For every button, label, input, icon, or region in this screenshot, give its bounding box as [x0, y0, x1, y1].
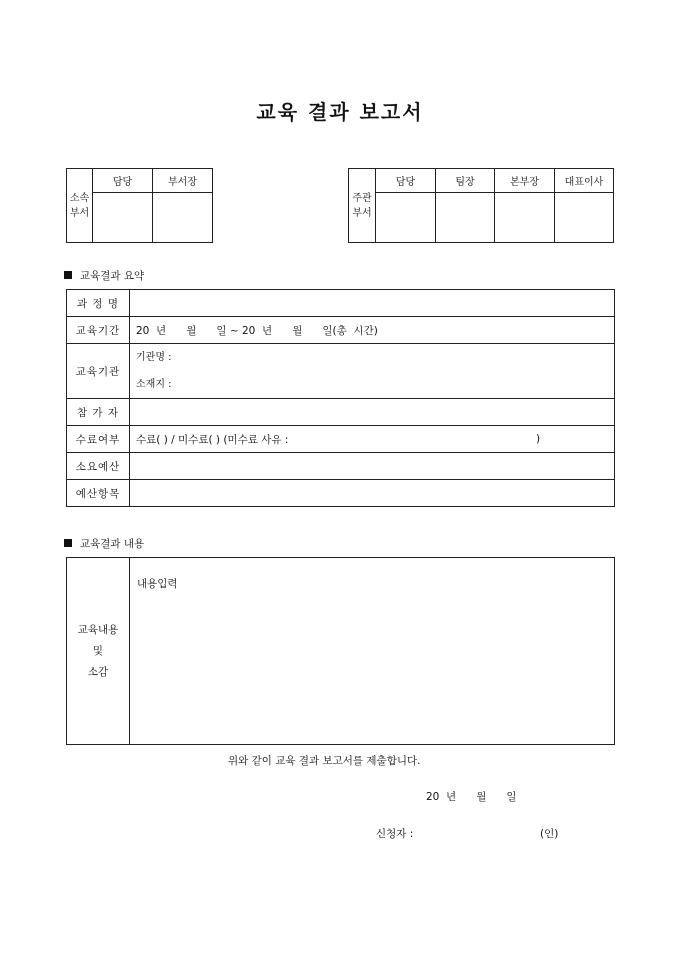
right-approval-header-ceo: 대표이사 — [555, 169, 614, 193]
institution-address-line — [130, 371, 614, 398]
institution-row — [67, 344, 615, 399]
left-approval-row-label — [67, 169, 93, 243]
completion-row — [67, 426, 615, 453]
content-label-line2: 및 — [92, 644, 104, 657]
submission-date[interactable]: 20 년 월 일 — [426, 791, 517, 803]
left-approval-header-manager: 부서장 — [153, 169, 213, 193]
right-approval-header-team-leader: 팀장 — [436, 169, 495, 193]
right-approval-sign-division-head[interactable] — [495, 193, 555, 243]
period-label: 교육기간 — [67, 317, 130, 344]
budget-label: 소요예산 — [67, 453, 130, 480]
left-approval-sign-manager[interactable] — [153, 193, 213, 243]
period-value-field[interactable] — [130, 317, 615, 344]
content-value-field[interactable] — [130, 558, 615, 745]
left-approval-label-line2: 부서 — [69, 207, 90, 219]
course-value-field[interactable] — [130, 290, 615, 317]
budget-item-value-field[interactable] — [130, 480, 615, 507]
summary-section-heading — [64, 268, 144, 283]
document-title: 교육 결과 보고서 — [256, 100, 424, 124]
applicant-label: 신청자 : — [376, 828, 414, 840]
budget-item-label: 예산항목 — [67, 480, 130, 507]
course-label: 과 정 명 — [67, 290, 130, 317]
content-label-line1: 교육내용 — [77, 623, 119, 636]
institution-address-label: 소재지 : — [136, 379, 172, 390]
period-row — [67, 317, 615, 344]
content-value: 내용입력 — [137, 578, 178, 590]
left-approval-header-staff: 담당 — [93, 169, 153, 193]
right-approval-label-line2: 부서 — [352, 207, 372, 219]
right-approval-sign-team-leader[interactable] — [436, 193, 495, 243]
right-approval-sign-ceo[interactable] — [555, 193, 614, 243]
right-approval-label-line1: 주관 — [352, 192, 372, 204]
summary-heading-text: 교육결과 요약 — [80, 270, 145, 282]
participants-value-field[interactable] — [130, 399, 615, 426]
participants-row — [67, 399, 615, 426]
left-approval-sign-staff[interactable] — [93, 193, 153, 243]
submission-statement: 위와 같이 교육 결과 보고서를 제출합니다. — [228, 755, 421, 767]
budget-row — [67, 453, 615, 480]
budget-item-row — [67, 480, 615, 507]
applicant-name-field[interactable] — [428, 824, 528, 840]
right-approval-row-label — [349, 169, 376, 243]
participants-label: 참 가 자 — [67, 399, 130, 426]
square-bullet-icon — [64, 271, 72, 279]
summary-table — [66, 289, 615, 507]
completion-close-paren: ) — [536, 433, 541, 445]
completion-label: 수료여부 — [67, 426, 130, 453]
left-approval-table — [66, 168, 213, 243]
content-heading-text: 교육결과 내용 — [80, 538, 145, 550]
left-approval-label-line1: 소속 — [69, 192, 90, 204]
right-approval-table — [348, 168, 614, 243]
content-table — [66, 557, 615, 745]
institution-name-label: 기관명 : — [136, 352, 172, 363]
seal-mark: (인) — [540, 828, 559, 840]
right-approval-header-staff: 담당 — [376, 169, 436, 193]
content-label — [67, 558, 130, 745]
institution-label: 교육기관 — [67, 344, 130, 399]
content-label-line3: 소감 — [87, 665, 109, 678]
course-row — [67, 290, 615, 317]
right-approval-sign-staff[interactable] — [376, 193, 436, 243]
completion-value: 수료( ) / 미수료( ) (미수료 사유 : — [136, 433, 289, 446]
content-section-heading — [64, 536, 144, 551]
square-bullet-icon — [64, 539, 72, 547]
period-value: 20 년 월 일 ~ 20 년 월 일(총 시간) — [136, 324, 378, 337]
right-approval-header-division-head: 본부장 — [495, 169, 555, 193]
budget-value-field[interactable] — [130, 453, 615, 480]
institution-value-field[interactable] — [130, 344, 615, 399]
institution-name-line — [130, 344, 614, 371]
completion-value-field[interactable] — [130, 426, 615, 453]
